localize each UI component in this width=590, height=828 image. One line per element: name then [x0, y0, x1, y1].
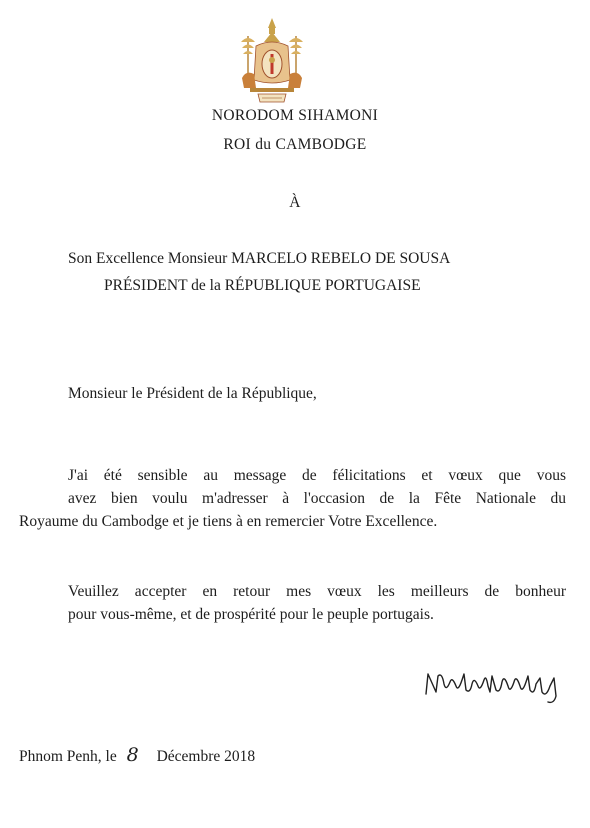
body-paragraph-1: [19, 464, 566, 533]
salutation: Monsieur le Président de la République,: [68, 385, 317, 402]
royal-coat-of-arms-icon: [236, 16, 308, 106]
date-month-year: Décembre 2018: [156, 748, 256, 765]
recipient-name: Son Excellence Monsieur MARCELO REBELO DE SOUSA: [68, 250, 451, 267]
handwritten-signature-icon: [422, 664, 562, 706]
body-paragraph-1-line: J'ai été sensible au message de félicitations et vœux que vous: [68, 467, 566, 484]
date-place: Phnom Penh, le: [19, 748, 117, 765]
body-paragraph-2-line: Veuillez accepter en retour mes vœux les meilleurs de bonheur: [68, 583, 566, 600]
addressee-preposition: À: [289, 194, 301, 211]
date-day: 8: [126, 744, 139, 766]
date-line: [19, 744, 255, 766]
body-paragraph-2-line: pour vous-même, et de prospérité pour le peuple portugais.: [68, 606, 434, 623]
recipient-title: PRÉSIDENT de la RÉPUBLIQUE PORTUGAISE: [104, 277, 421, 294]
sender-name: NORODOM SIHAMONI: [211, 107, 379, 124]
sender-title: ROI du CAMBODGE: [223, 136, 367, 153]
body-paragraph-1-line: Royaume du Cambodge et je tiens à en remercier Votre Excellence.: [19, 513, 438, 530]
body-paragraph-2: [19, 580, 566, 626]
body-paragraph-1-line: avez bien voulu m'adresser à l'occasion de la Fête Nationale du: [68, 490, 566, 507]
